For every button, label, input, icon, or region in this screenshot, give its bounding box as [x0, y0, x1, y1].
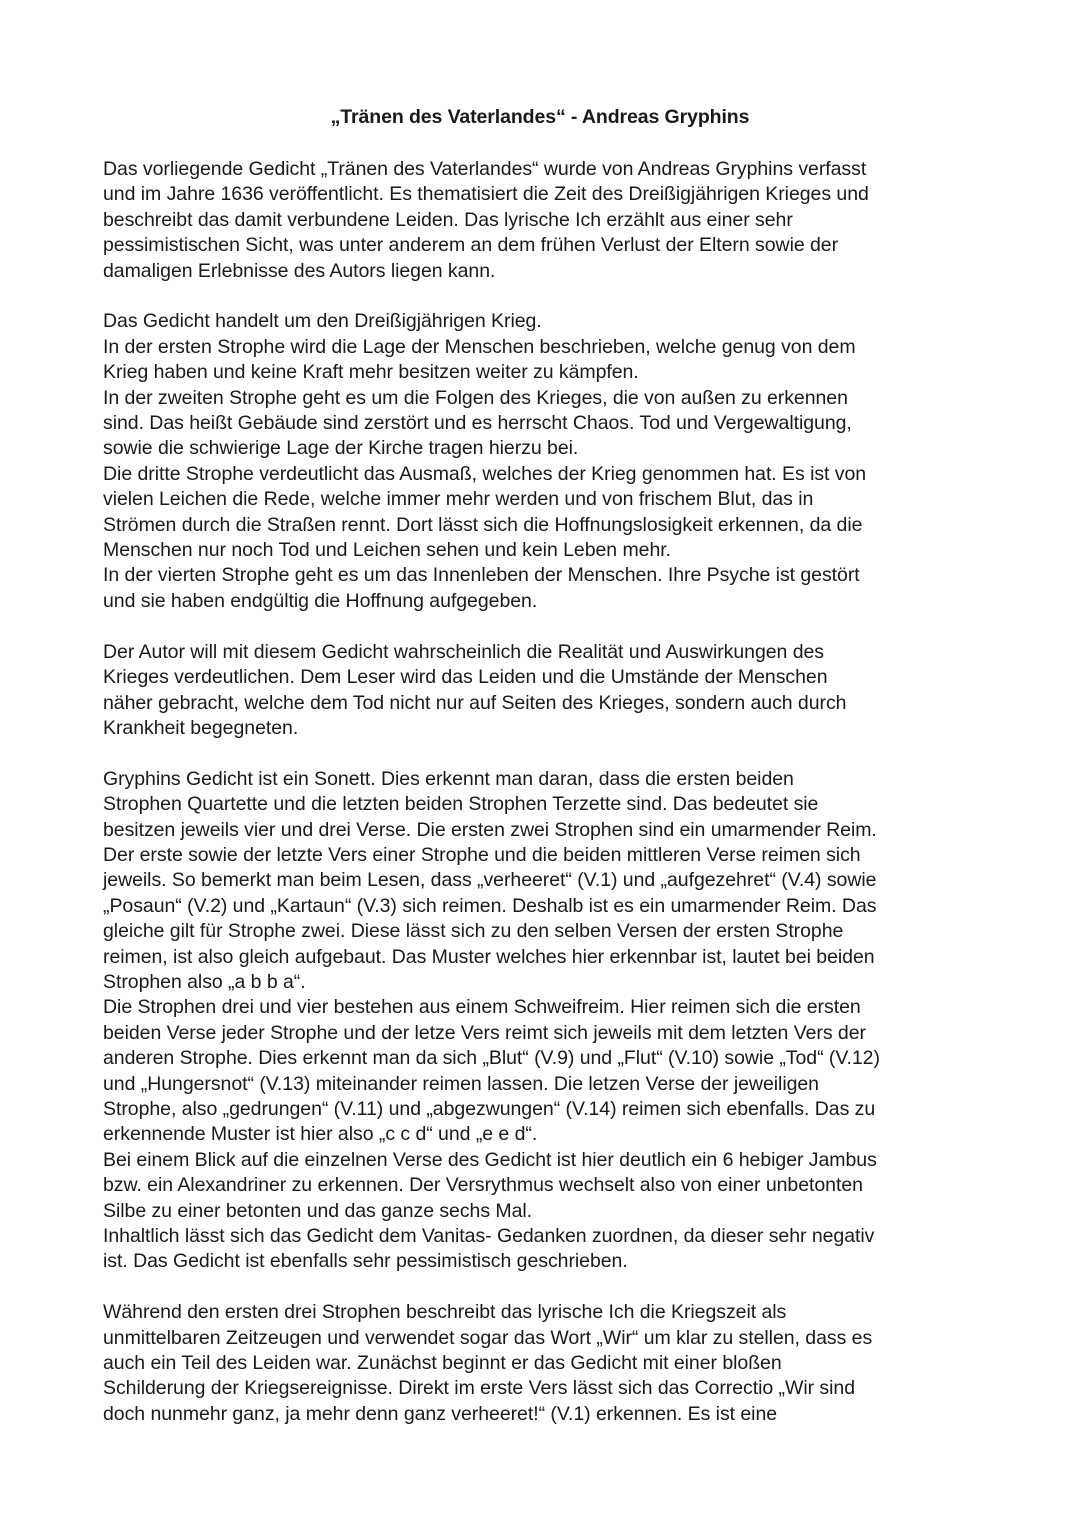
text-line: besitzen jeweils vier und drei Verse. Die ersten zwei Strophen sind ein umarmender Reim.	[103, 818, 877, 841]
text-line: Krankheit begegneten.	[103, 716, 299, 739]
paragraph	[103, 309, 983, 614]
text-line: anderen Strophe. Dies erkennt man da sich „Blut“ (V.9) und „Flut“ (V.10) sowie „Tod“ (V.12)	[103, 1047, 880, 1070]
text-line: jeweils. So bemerkt man beim Lesen, dass „verheeret“ (V.1) und „aufgezehret“ (V.4) sowie	[103, 869, 877, 892]
text-line: beschreibt das damit verbundene Leiden. Das lyrische Ich erzählt aus einer sehr	[103, 208, 793, 231]
text-line: In der ersten Strophe wird die Lage der Menschen beschrieben, welche genug von dem	[103, 335, 856, 358]
text-line: Das Gedicht handelt um den Dreißigjährigen Krieg.	[103, 310, 542, 333]
text-line: Krieges verdeutlichen. Dem Leser wird das Leiden und die Umstände der Menschen	[103, 666, 828, 689]
text-line: doch nunmehr ganz, ja mehr denn ganz verheeret!“ (V.1) erkennen. Es ist eine	[103, 1402, 778, 1425]
text-line: Bei einem Blick auf die einzelnen Verse des Gedicht ist hier deutlich ein 6 hebiger Jambus	[103, 1148, 877, 1171]
text-line: erkennende Muster ist hier also „c c d“ und „e e d“.	[103, 1123, 538, 1146]
text-line: auch ein Teil des Leiden war. Zunächst beginnt er das Gedicht mit einer bloßen	[103, 1352, 782, 1375]
text-line: Der Autor will mit diesem Gedicht wahrscheinlich die Realität und Auswirkungen des	[103, 640, 825, 663]
text-line: damaligen Erlebnisse des Autors liegen kann.	[103, 259, 496, 282]
text-line: sowie die schwierige Lage der Kirche tragen hierzu bei.	[103, 437, 579, 460]
text-line: Schilderung der Kriegsereignisse. Direkt im erste Vers lässt sich das Correctio „Wir sind	[103, 1377, 855, 1400]
text-line: unmittelbaren Zeitzeugen und verwendet sogar das Wort „Wir“ um klar zu stellen, dass es	[103, 1326, 873, 1349]
text-line: In der vierten Strophe geht es um das Innenleben der Menschen. Ihre Psyche ist gestört	[103, 564, 860, 587]
text-line: Strophe, also „gedrungen“ (V.11) und „abgezwungen“ (V.14) reimen sich ebenfalls. Das zu	[103, 1097, 876, 1120]
text-line: Strophen Quartette und die letzten beiden Strophen Terzette sind. Das bedeutet sie	[103, 793, 819, 816]
text-line: gleiche gilt für Strophe zwei. Diese lässt sich zu den selben Versen der ersten Strophe	[103, 920, 844, 943]
text-line: Der erste sowie der letzte Vers einer Strophe und die beiden mittleren Verse reimen sich	[103, 843, 861, 866]
text-line: Strophen also „a b b a“.	[103, 970, 306, 993]
text-line: und im Jahre 1636 veröffentlicht. Es thematisiert die Zeit des Dreißigjährigen Krieges und	[103, 183, 869, 206]
text-line: Inhaltlich lässt sich das Gedicht dem Vanitas- Gedanken zuordnen, da dieser sehr negativ	[103, 1225, 875, 1248]
text-line: sind. Das heißt Gebäude sind zerstört und es herrscht Chaos. Tod und Vergewaltigung,	[103, 412, 852, 435]
paragraph	[103, 640, 983, 742]
text-line: Silbe zu einer betonten und das ganze sechs Mal.	[103, 1199, 533, 1222]
text-line: pessimistischen Sicht, was unter anderem an dem frühen Verlust der Eltern sowie der	[103, 234, 839, 257]
text-line: Das vorliegende Gedicht „Tränen des Vaterlandes“ wurde von Andreas Gryphins verfasst	[103, 158, 867, 180]
text-line: Gryphins Gedicht ist ein Sonett. Dies erkennt man daran, dass die ersten beiden	[103, 767, 794, 790]
text-line: Krieg haben und keine Kraft mehr besitzen weiter zu kämpfen.	[103, 361, 639, 384]
text-line: näher gebracht, welche dem Tod nicht nur auf Seiten des Krieges, sondern auch durch	[103, 691, 847, 714]
document-body	[103, 157, 983, 1453]
text-line: In der zweiten Strophe geht es um die Folgen des Krieges, die von außen zu erkennen	[103, 386, 848, 409]
text-line: „Posaun“ (V.2) und „Kartaun“ (V.3) sich reimen. Deshalb ist es ein umarmender Reim. Das	[103, 894, 877, 917]
paragraph	[103, 767, 983, 1275]
text-line: beiden Verse jeder Strophe und der letze Vers reimt sich jeweils mit dem letzten Vers der	[103, 1021, 866, 1044]
text-line: Die dritte Strophe verdeutlicht das Ausmaß, welches der Krieg genommen hat. Es ist von	[103, 462, 867, 485]
text-line: Während den ersten drei Strophen beschreibt das lyrische Ich die Kriegszeit als	[103, 1301, 787, 1324]
text-line: Strömen durch die Straßen rennt. Dort lässt sich die Hoffnungslosigkeit erkennen, da die	[103, 513, 863, 536]
text-line: reimen, ist also gleich aufgebaut. Das Muster welches hier erkennbar ist, lautet bei beiden	[103, 945, 875, 968]
text-line: Die Strophen drei und vier bestehen aus einem Schweifreim. Hier reimen sich die ersten	[103, 996, 861, 1019]
text-line: und sie haben endgültig die Hoffnung aufgegeben.	[103, 589, 538, 612]
text-line: und „Hungersnot“ (V.13) miteinander reimen lassen. Die letzen Verse der jeweiligen	[103, 1072, 819, 1095]
text-line: ist. Das Gedicht ist ebenfalls sehr pessimistisch geschrieben.	[103, 1250, 628, 1273]
paragraph	[103, 1300, 983, 1427]
text-line: bzw. ein Alexandriner zu erkennen. Der Versrythmus wechselt also von einer unbetonten	[103, 1174, 863, 1197]
document-title: „Tränen des Vaterlandes“ - Andreas Gryphins	[330, 106, 750, 128]
paragraph	[103, 157, 983, 284]
text-line: vielen Leichen die Rede, welche immer mehr werden und von frischem Blut, das in	[103, 488, 814, 511]
text-line: Menschen nur noch Tod und Leichen sehen und kein Leben mehr.	[103, 539, 671, 562]
